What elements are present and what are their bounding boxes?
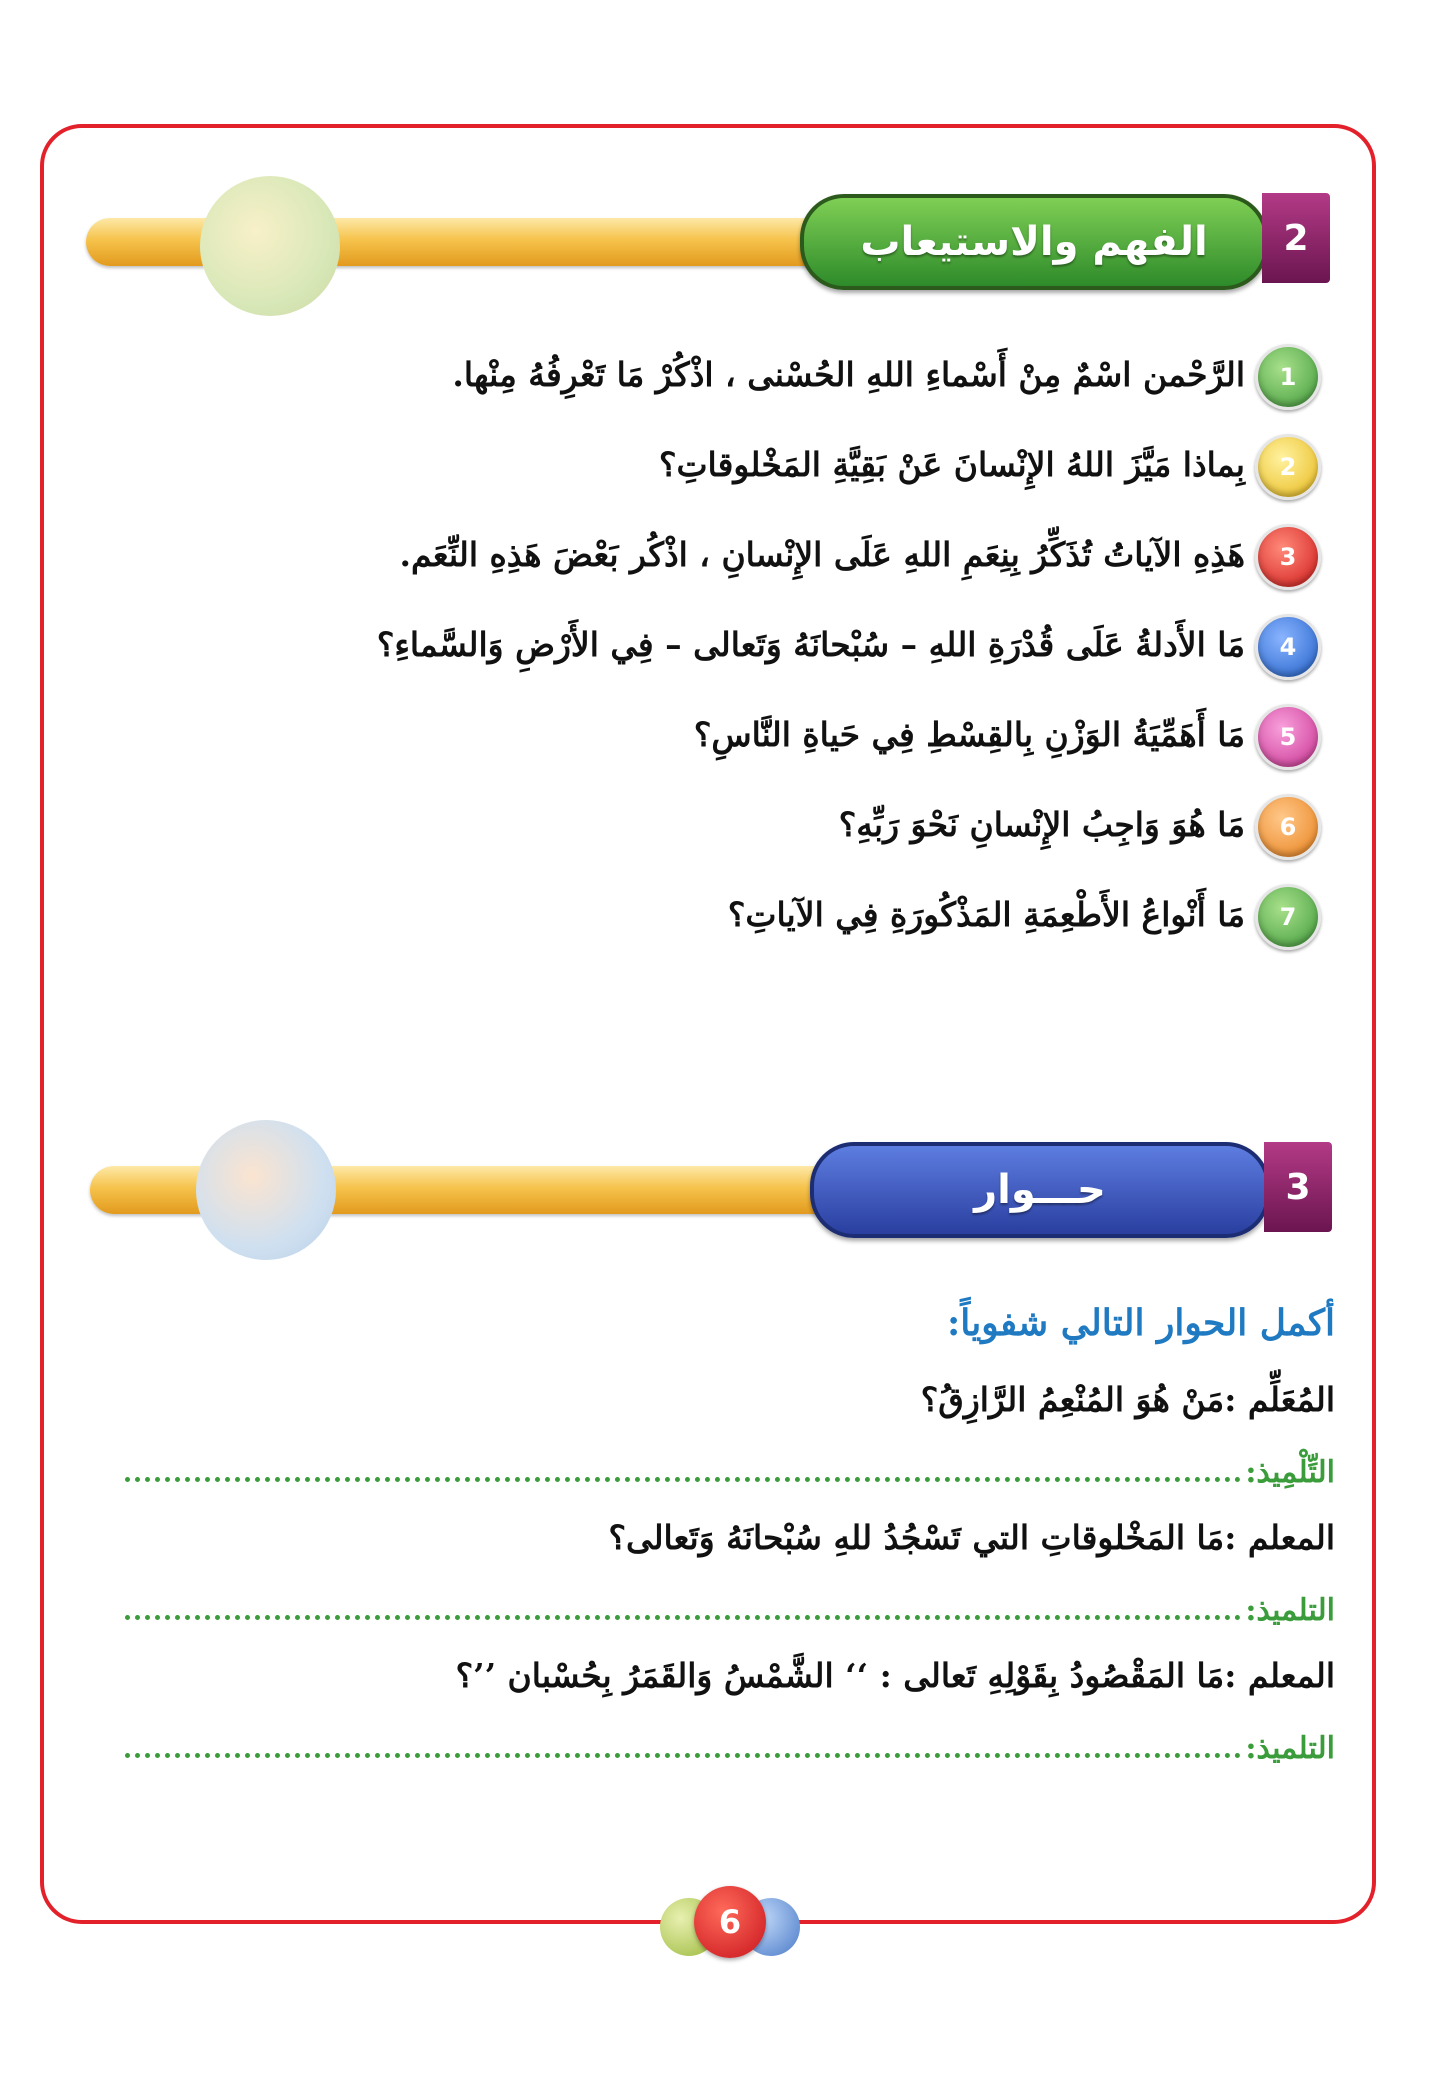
student-label-3: التلميذ: xyxy=(1245,1731,1335,1766)
question-1-text: الرَّحْمن اسْمٌ مِنْ أَسْماءِ اللهِ الحُسْنى ، اذْكُرْ مَا تَعْرِفُهُ مِنْها. xyxy=(452,355,1245,394)
question-5-text: مَا أَهَمِّيَةُ الوَزْنِ بِالقِسْطِ فِي حَياةِ النَّاسِ؟ xyxy=(693,715,1245,754)
student-label-1: التِّلْمِيذ: xyxy=(1245,1455,1335,1490)
question-5-badge: 5 xyxy=(1255,704,1321,770)
page-number: 6 xyxy=(694,1886,766,1958)
question-4-text: مَا الأَدلةُ عَلَى قُدْرَةِ اللهِ – سُبْحانَهُ وَتَعالى – فِي الأَرْضِ وَالسَّماءِ؟ xyxy=(376,625,1245,664)
question-4-badge: 4 xyxy=(1255,614,1321,680)
section-3-title: حـــوار xyxy=(810,1142,1270,1238)
answer-dotted-line-3[interactable] xyxy=(125,1753,1241,1758)
reading-child-illustration xyxy=(200,176,340,316)
answer-dotted-line-1[interactable] xyxy=(125,1477,1241,1482)
student-answer-2[interactable] xyxy=(125,1588,1335,1628)
section-3-number: 3 xyxy=(1264,1142,1332,1232)
section-2-number: 2 xyxy=(1262,193,1330,283)
student-answer-1[interactable] xyxy=(125,1450,1335,1490)
student-label-2: التلميذ: xyxy=(1245,1593,1335,1628)
question-2-text: بِماذا مَيَّزَ اللهُ الإِنْسانَ عَنْ بَقِيَّةِ المَخْلوقاتِ؟ xyxy=(658,445,1245,484)
question-6-text: مَا هُوَ وَاجِبُ الإِنْسانِ نَحْوَ رَبِّهِ؟ xyxy=(838,805,1245,844)
teacher-line-2: المعلم :مَا المَخْلوقاتِ التي تَسْجُدُ للهِ سُبْحانَهُ وَتَعالى؟ xyxy=(608,1518,1335,1557)
question-1-badge: 1 xyxy=(1255,344,1321,410)
dialogue-instruction: أكمل الحوار التالي شفوياً: xyxy=(946,1302,1335,1344)
question-7-badge: 7 xyxy=(1255,884,1321,950)
teacher-line-1: المُعَلِّم :مَنْ هُوَ المُنْعِمُ الرَّازِقُ؟ xyxy=(920,1380,1335,1419)
question-3-badge: 3 xyxy=(1255,524,1321,590)
question-3-text: هَذِهِ الآياتُ تُذَكِّرُ بِنِعَمِ اللهِ عَلَى الإِنْسانِ ، اذْكُر بَعْضَ هَذِهِ النِّعَم. xyxy=(399,535,1245,574)
answer-dotted-line-2[interactable] xyxy=(125,1615,1241,1620)
question-7-text: مَا أَنْواعُ الأَطْعِمَةِ المَذْكُورَةِ فِي الآياتِ؟ xyxy=(727,895,1245,934)
teacher-line-3: المعلم :مَا المَقْصُودُ بِقَوْلِهِ تَعالى : ‘‘ الشَّمْسُ وَالقَمَرُ بِحُسْبان ’’؟ xyxy=(455,1656,1335,1695)
student-answer-3[interactable] xyxy=(125,1726,1335,1766)
page-number-badge xyxy=(660,1880,800,1970)
section-2-title: الفهم والاستيعاب xyxy=(800,194,1268,290)
mother-and-child-illustration xyxy=(196,1120,336,1260)
question-6-badge: 6 xyxy=(1255,794,1321,860)
question-2-badge: 2 xyxy=(1255,434,1321,500)
